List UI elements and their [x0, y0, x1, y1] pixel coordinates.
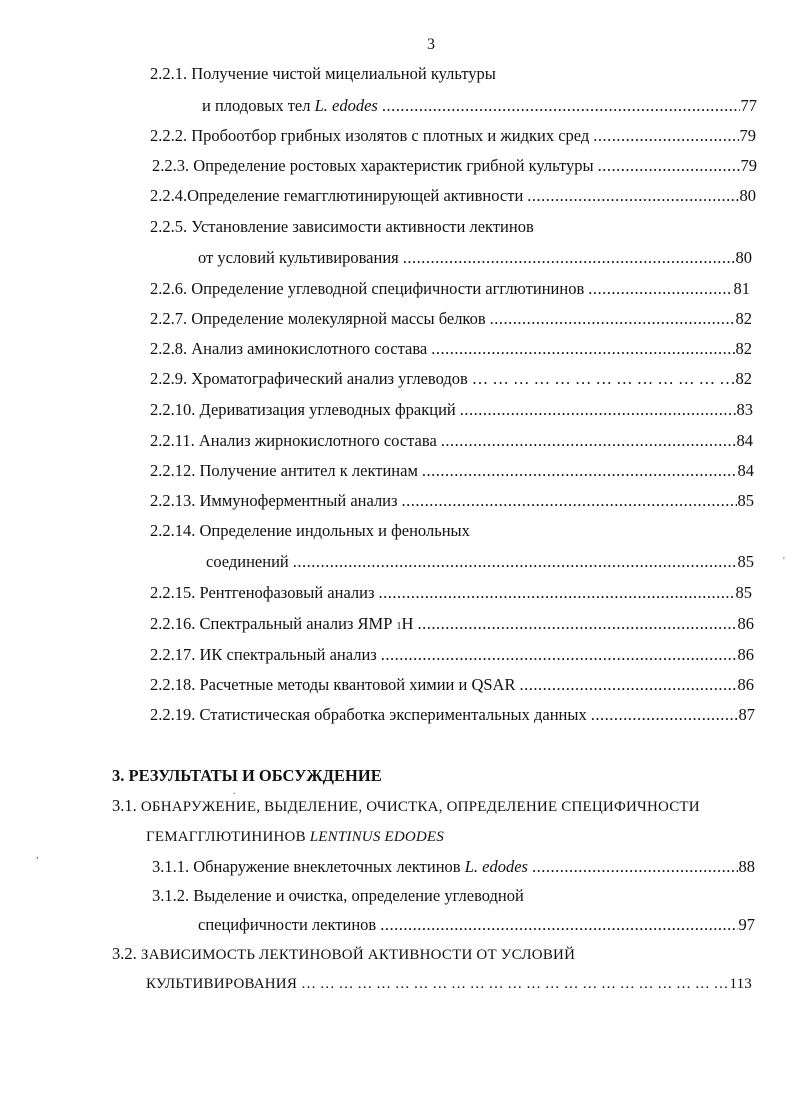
toc-entry-3-1-2-cont: специфичности лектинов ..... 97	[198, 915, 755, 935]
dot-leader	[379, 583, 735, 603]
toc-entry-2-2-16: 2.2.16. Спектральный анализ ЯМР 1 Н ..... 86	[150, 614, 754, 637]
dot-leader	[598, 156, 740, 176]
toc-entry-3-2: 3.2. ЗАВИСИМОСТЬ ЛЕКТИНОВОЙ АКТИВНОСТИ ОТ УСЛОВИЙ	[112, 944, 576, 963]
toc-entry-2-2-1: 2.2.1. Получение чистой мицелиальной культуры	[150, 64, 496, 83]
dot-leader	[588, 279, 732, 299]
toc-entry-2-2-5: 2.2.5. Установление зависимости активности лектинов	[150, 217, 534, 236]
toc-entry-2-2-14-cont: соединений ..... 85	[206, 552, 754, 572]
dot-leader	[417, 614, 736, 634]
dot-leader	[301, 974, 728, 994]
dot-leader	[527, 186, 738, 206]
dot-leader	[490, 309, 735, 329]
dot-leader	[382, 96, 740, 116]
dot-leader	[472, 369, 735, 389]
dot-leader	[422, 461, 737, 481]
toc-entry-2-2-10: 2.2.10. Дериватизация углеводных фракций ..... 83	[150, 400, 753, 420]
dot-leader	[431, 339, 734, 359]
dot-leader	[293, 552, 737, 572]
toc-entry-2-2-18: 2.2.18. Расчетные методы квантовой химии и QSAR ..... 86	[150, 675, 754, 695]
scan-mark: .	[233, 786, 236, 797]
toc-entry-2-2-14: 2.2.14. Определение индольных и фенольных	[150, 521, 470, 540]
toc-entry-2-2-17: 2.2.17. ИК спектральный анализ ..... 86	[150, 645, 754, 665]
toc-entry-3-1: 3.1. ОБНАРУЖЕНИЕ, ВЫДЕЛЕНИЕ, ОЧИСТКА, ОПРЕДЕЛЕНИЕ СПЕЦИФИЧНОСТИ	[112, 796, 700, 815]
dot-leader	[381, 645, 737, 665]
chapter-3-heading: 3. РЕЗУЛЬТАТЫ И ОБСУЖДЕНИЕ	[112, 766, 382, 785]
toc-entry-2-2-12: 2.2.12. Получение антител к лектинам ..... 84	[150, 461, 754, 481]
page-number: 3	[427, 36, 435, 53]
toc-entry-3-1-cont: ГЕМАГГЛЮТИНИНОВ LENTINUS EDODES	[146, 829, 444, 845]
dot-leader	[403, 248, 735, 268]
toc-entry-3-1-2: 3.1.2. Выделение и очистка, определение углеводной	[152, 886, 524, 905]
toc-entry-3-2-cont: КУЛЬТИВИРОВАНИЯ … … … … … … … … … … … … … … … … … … … … … … … … … … … … … … … … … … … … … … … … … … … 113	[146, 974, 752, 994]
page-ref: 77	[740, 96, 757, 115]
toc-entry-2-2-1-cont: и плодовых тел L. edodes ..... 77	[202, 96, 757, 116]
toc-entry-2-2-7: 2.2.7. Определение молекулярной массы белков ..... 82	[150, 309, 752, 329]
toc-entry-2-2-11: 2.2.11. Анализ жирнокислотного состава ..... 84	[150, 431, 753, 451]
dot-leader	[460, 400, 736, 420]
toc-entry-2-2-3: 2.2.3. Определение ростовых характеристик грибной культуры ..... 79	[152, 156, 757, 176]
scan-mark: '	[783, 556, 785, 567]
toc-entry-2-2-8: 2.2.8. Анализ аминокислотного состава ..... 82	[150, 339, 752, 359]
toc-entry-2-2-19: 2.2.19. Статистическая обработка экспериментальных данных ..... 87	[150, 705, 755, 725]
toc-entry-3-1-1: 3.1.1. Обнаружение внеклеточных лектинов L. edodes ..... 88	[152, 857, 755, 877]
toc-entry-2-2-9: 2.2.9. Хроматографический анализ углеводов … … … … … … … … … … … … … … … … … … … … … … … … … … … … … … … … … … … … … … … … … … … 82	[150, 369, 752, 389]
dot-leader	[402, 491, 737, 511]
toc-entry-2-2-2: 2.2.2. Пробоотбор грибных изолятов с плотных и жидких сред ..... 79	[150, 126, 756, 146]
dot-leader	[591, 705, 738, 725]
toc-entry-2-2-4: 2.2.4. Определение гемагглютинирующей активности ..... 80	[150, 186, 756, 206]
toc-entry-2-2-15: 2.2.15. Рентгенофазовый анализ ..... 85	[150, 583, 752, 603]
scan-mark: ,	[36, 850, 39, 861]
toc-entry-2-2-13: 2.2.13. Иммуноферментный анализ ..... 85	[150, 491, 754, 511]
dot-leader	[532, 857, 738, 877]
toc-entry-2-2-6: 2.2.6. Определение углеводной специфичности агглютининов ..... 81	[150, 279, 750, 299]
dot-leader	[441, 431, 736, 451]
dot-leader	[380, 915, 737, 935]
dot-leader	[519, 675, 736, 695]
toc-entry-2-2-5-cont: от условий культивирования ..... 80	[198, 248, 752, 268]
dot-leader	[593, 126, 738, 146]
